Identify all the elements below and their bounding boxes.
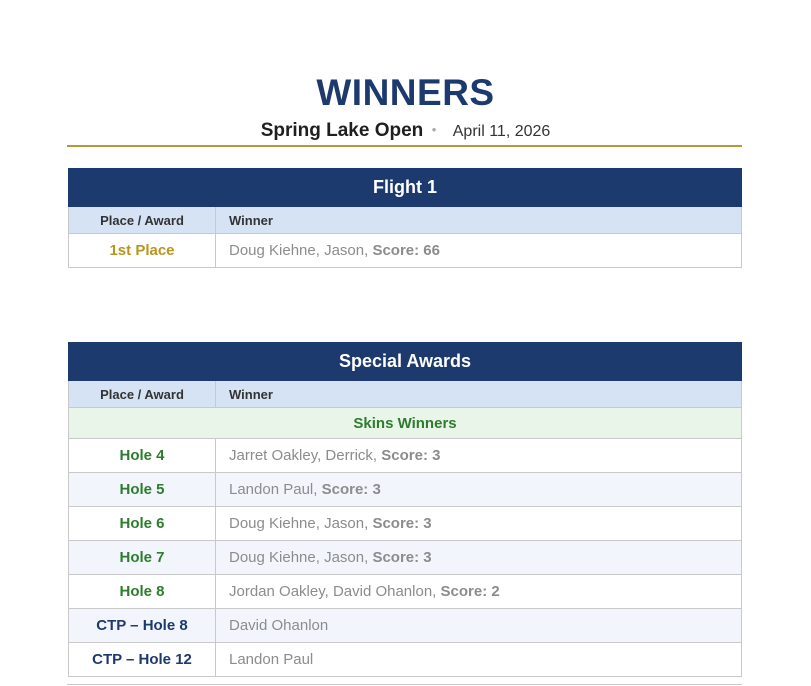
place-cell: CTP – Hole 12 [69, 643, 216, 677]
winner-names: Doug Kiehne, Jason, [229, 515, 369, 532]
place-cell: Hole 8 [69, 575, 216, 609]
score-label: Score: 66 [372, 242, 440, 259]
table-row [69, 541, 742, 575]
place-cell: 1st Place [69, 234, 216, 268]
table-row [69, 473, 742, 507]
place-cell: Hole 6 [69, 507, 216, 541]
place-cell: Hole 7 [69, 541, 216, 575]
special-awards-title: Special Awards [69, 343, 742, 381]
place-cell: Hole 5 [69, 473, 216, 507]
title-divider [67, 145, 742, 147]
separator-dot: • [431, 122, 437, 137]
flight1-table [68, 168, 742, 268]
winner-names: Jordan Oakley, David Ohanlon, [229, 583, 437, 600]
winner-names: Doug Kiehne, Jason, [229, 549, 369, 566]
place-cell: CTP – Hole 8 [69, 609, 216, 643]
col-header-winner: Winner [216, 381, 742, 408]
col-header-place: Place / Award [69, 207, 216, 234]
special-awards-table [68, 342, 742, 677]
winner-names: Landon Paul [229, 651, 314, 668]
score-label: Score: 2 [440, 583, 500, 600]
winner-names: Landon Paul, [229, 481, 318, 498]
event-date: April 11, 2026 [452, 123, 551, 140]
flight1-title: Flight 1 [69, 169, 742, 207]
table-row [69, 439, 742, 473]
winner-cell [216, 473, 742, 507]
score-label: Score: 3 [321, 481, 381, 498]
col-header-winner: Winner [216, 207, 742, 234]
event-name: Spring Lake Open [260, 120, 424, 141]
table-row [69, 609, 742, 643]
winner-names: David Ohanlon [229, 617, 329, 634]
score-label: Score: 3 [381, 447, 441, 464]
table-row [69, 643, 742, 677]
table-row [69, 234, 742, 268]
event-subtitle [0, 120, 811, 142]
page-title: WINNERS [316, 72, 495, 113]
table-row [69, 575, 742, 609]
winner-names: Jarret Oakley, Derrick, [229, 447, 378, 464]
winner-cell [216, 575, 742, 609]
winner-cell [216, 609, 742, 643]
footer-divider [67, 684, 742, 685]
score-label: Score: 3 [372, 515, 432, 532]
winner-cell [216, 439, 742, 473]
skins-category-row: Skins Winners [69, 408, 742, 439]
winner-cell [216, 541, 742, 575]
place-cell: Hole 4 [69, 439, 216, 473]
winner-cell [216, 234, 742, 268]
winner-names: Doug Kiehne, Jason, [229, 242, 369, 259]
winner-cell [216, 507, 742, 541]
col-header-place: Place / Award [69, 381, 216, 408]
winner-cell [216, 643, 742, 677]
score-label: Score: 3 [372, 549, 432, 566]
table-row [69, 507, 742, 541]
